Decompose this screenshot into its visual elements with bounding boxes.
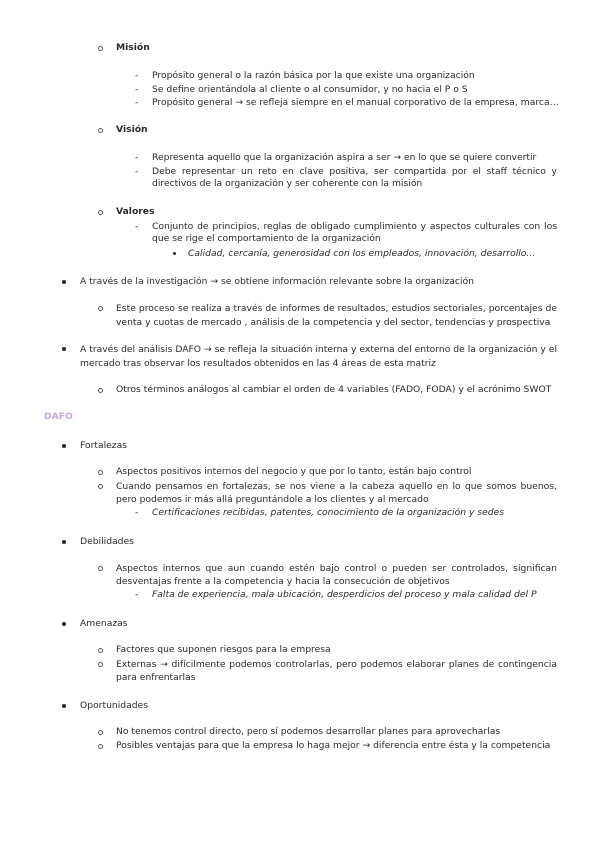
circle-bullet-icon bbox=[98, 306, 103, 311]
investigacion-sub: Este proceso se realiza a través de informes de resultados, estudios sectoriales, porcentajes de venta y cuotas de mercado , análisis de la competencia y del sector, tendencias y prospectiva bbox=[116, 303, 557, 328]
amenazas-title: Amenazas bbox=[80, 618, 128, 629]
dash-bullet: - bbox=[135, 97, 139, 108]
disc-bullet-icon bbox=[62, 347, 66, 351]
disc-bullet-icon bbox=[62, 444, 66, 448]
fortalezas-item-2: Cuando pensamos en fortalezas, se nos viene a la cabeza aquello en lo que somos buenos, pero podemos ir más allá preguntándole a los clientes y al mercado bbox=[116, 481, 557, 505]
dash-bullet: - bbox=[135, 589, 139, 600]
amenazas-item-2: Externas → difícilmente podemos controlarlas, pero podemos elaborar planes de contingencia para enfrentarlas bbox=[116, 659, 557, 683]
vision-item-1: Representa aquello que la organización aspira a ser → en lo que se quiere convertir bbox=[152, 152, 537, 163]
fortalezas-sub: Certificaciones recibidas, patentes, conocimiento de la organización y sedes bbox=[152, 507, 505, 518]
vision-item-2: Debe representar un reto en clave positiva, ser compartida por el staff técnico y directivos de la organización y ser coherente con la misión bbox=[152, 166, 557, 189]
circle-bullet-icon bbox=[98, 46, 103, 51]
dash-bullet: - bbox=[135, 507, 139, 518]
circle-bullet-icon bbox=[98, 388, 103, 393]
disc-bullet-icon bbox=[62, 280, 66, 284]
disc-bullet-icon bbox=[62, 622, 66, 626]
dafo-heading: DAFO bbox=[44, 411, 73, 422]
mision-item-3: Propósito general → se refleja siempre en el manual corporativo de la empresa, marca… bbox=[152, 97, 559, 108]
circle-bullet-icon bbox=[98, 648, 103, 653]
valores-title: Valores bbox=[116, 206, 155, 217]
disc-bullet-icon bbox=[62, 540, 66, 544]
fortalezas-item-1: Aspectos positivos internos del negocio y que por lo tanto, están bajo control bbox=[116, 466, 472, 477]
dash-bullet: - bbox=[135, 166, 139, 177]
mision-title: Misión bbox=[116, 42, 150, 53]
oportunidades-title: Oportunidades bbox=[80, 700, 148, 711]
debilidades-title: Debilidades bbox=[80, 536, 134, 547]
mision-item-2: Se define orientándola al cliente o al consumidor, y no hacia el P o S bbox=[152, 84, 468, 95]
circle-bullet-icon bbox=[98, 470, 103, 475]
circle-bullet-icon bbox=[98, 730, 103, 735]
mision-item-1: Propósito general o la razón básica por la que existe una organización bbox=[152, 70, 475, 81]
circle-bullet-icon bbox=[98, 662, 103, 667]
circle-bullet-icon bbox=[98, 566, 103, 571]
circle-bullet-icon bbox=[98, 210, 103, 215]
circle-bullet-icon bbox=[98, 484, 103, 489]
circle-bullet-icon bbox=[98, 128, 103, 133]
amenazas-item-1: Factores que suponen riesgos para la empresa bbox=[116, 644, 331, 655]
debilidades-item: Aspectos internos que aun cuando estén bajo control o pueden ser controlados, significan desventajas frente a la competencia y hacia la consecución de objetivos bbox=[116, 563, 557, 587]
analisis-sub: Otros términos análogos al cambiar el orden de 4 variables (FADO, FODA) y el acrónimo SWOT bbox=[116, 384, 552, 395]
circle-bullet-icon bbox=[98, 744, 103, 749]
oportunidades-item-2: Posibles ventajas para que la empresa lo haga mejor → diferencia entre ésta y la competencia bbox=[116, 740, 551, 751]
valores-item: Conjunto de principios, reglas de obligado cumplimiento y aspectos culturales con los que se rige el comportamiento de la organización bbox=[152, 221, 557, 244]
dash-bullet: - bbox=[135, 84, 139, 95]
oportunidades-item-1: No tenemos control directo, pero sí podemos desarrollar planes para aprovecharlas bbox=[116, 726, 501, 737]
dash-bullet: - bbox=[135, 152, 139, 163]
valores-sub: Calidad, cercanía, generosidad con los empleados, innovación, desarrollo… bbox=[188, 248, 536, 259]
dash-bullet: - bbox=[135, 70, 139, 81]
analisis-text: A través del análisis DAFO → se refleja la situación interna y externa del entorno de la organización y el mercado tras observar los resultados obtenidos en las 4 áreas de esta matriz bbox=[80, 344, 557, 369]
debilidades-sub: Falta de experiencia, mala ubicación, desperdicios del proceso y mala calidad del P bbox=[152, 589, 537, 600]
disc-bullet-icon bbox=[173, 252, 176, 255]
investigacion-text: A través de la investigación → se obtiene información relevante sobre la organización bbox=[80, 276, 474, 287]
disc-bullet-icon bbox=[62, 704, 66, 708]
dash-bullet: - bbox=[135, 221, 139, 232]
vision-title: Visión bbox=[116, 124, 148, 135]
fortalezas-title: Fortalezas bbox=[80, 440, 128, 451]
